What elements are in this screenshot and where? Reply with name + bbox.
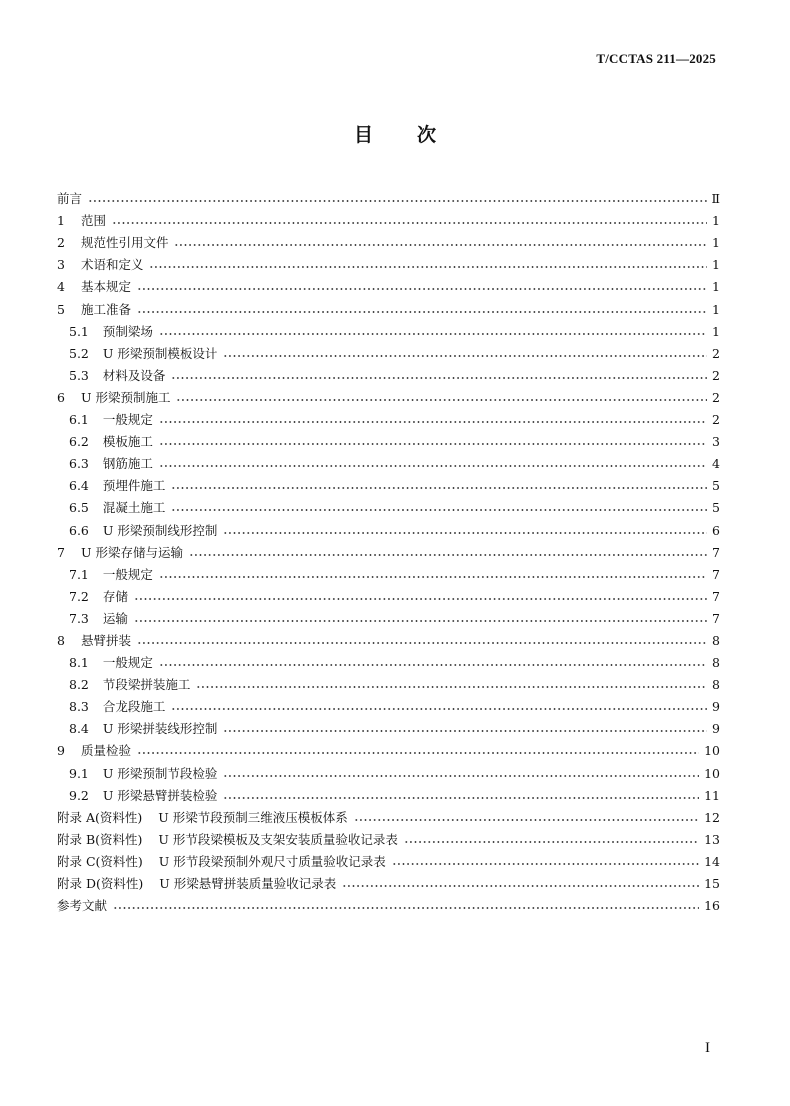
toc-entry-page: 5	[712, 478, 720, 494]
toc-entry-label: 基本规定	[80, 279, 131, 295]
dot-leader	[342, 885, 699, 887]
toc-entry[interactable]	[57, 361, 720, 383]
dot-leader	[134, 598, 707, 600]
toc-entry[interactable]	[57, 449, 720, 471]
toc-entry-label: U 形梁预制线形控制	[102, 522, 218, 538]
toc-entry[interactable]	[57, 493, 720, 515]
toc-entry-number: 附录 B(资料性)	[57, 831, 143, 847]
dot-leader	[174, 244, 707, 246]
dot-leader	[137, 311, 707, 313]
table-of-contents	[57, 184, 720, 913]
standard-id: T/CCTAS 211—2025	[596, 51, 716, 66]
toc-entry-page: 1	[712, 279, 720, 295]
toc-entry-label: U 形梁悬臂拼装检验	[102, 787, 218, 803]
toc-entry-number: 6	[57, 389, 65, 405]
toc-entry-label: 参考文献	[57, 898, 108, 914]
toc-entry-page: 7	[712, 610, 720, 626]
toc-entry-label: 合龙段施工	[102, 699, 166, 715]
toc-entry-page: 4	[712, 456, 720, 472]
toc-entry-number: 8.3	[69, 699, 89, 715]
toc-entry-label: 混凝土施工	[102, 500, 166, 516]
toc-entry[interactable]	[57, 648, 720, 670]
toc-entry-label: U 形梁存储与运输	[80, 544, 183, 560]
dot-leader	[223, 730, 707, 732]
toc-entry-label: 施工准备	[80, 301, 131, 317]
toc-entry-label: U 形梁预制模板设计	[102, 345, 218, 361]
dot-leader	[159, 333, 707, 335]
dot-leader	[196, 686, 707, 688]
toc-entry-page: 8	[712, 677, 720, 693]
toc-entry[interactable]	[57, 604, 720, 626]
toc-entry-number: 5.3	[69, 367, 89, 383]
toc-entry-number: 5	[57, 301, 65, 317]
toc-entry-number: 6.5	[69, 500, 89, 516]
toc-entry[interactable]	[57, 692, 720, 714]
toc-entry-label: 一般规定	[102, 655, 153, 671]
toc-entry-number: 6.1	[69, 412, 89, 428]
toc-entry-number: 9	[57, 743, 65, 759]
toc-entry-number: 1	[57, 213, 65, 229]
toc-entry-number: 3	[57, 257, 65, 273]
toc-entry[interactable]	[57, 626, 720, 648]
dot-leader	[134, 620, 707, 622]
toc-entry-label: U 形梁预制节段检验	[102, 765, 218, 781]
toc-entry-label: 节段梁拼装施工	[102, 677, 191, 693]
toc-entry[interactable]	[57, 383, 720, 405]
toc-entry-number: 6.2	[69, 434, 89, 450]
toc-entry-page: 16	[704, 898, 720, 914]
toc-entry[interactable]	[57, 339, 720, 361]
toc-entry-page: 6	[712, 522, 720, 538]
toc-entry-page: 7	[712, 588, 720, 604]
toc-entry-number: 7.2	[69, 588, 89, 604]
toc-entry[interactable]	[57, 560, 720, 582]
toc-entry-label: 范围	[80, 213, 106, 229]
toc-entry-number: 9.1	[69, 765, 89, 781]
dot-leader	[159, 443, 707, 445]
toc-entry-label: 一般规定	[102, 412, 153, 428]
toc-entry-page: 2	[712, 412, 720, 428]
toc-entry[interactable]	[57, 228, 720, 250]
toc-entry[interactable]	[57, 471, 720, 493]
dot-leader	[137, 288, 707, 290]
toc-entry-page: 1	[712, 213, 720, 229]
toc-entry-number: 6.4	[69, 478, 89, 494]
dot-leader	[176, 399, 707, 401]
toc-entry-label: U 形梁悬臂拼装质量验收记录表	[159, 876, 337, 891]
dot-leader	[88, 200, 706, 202]
dot-leader	[137, 752, 699, 754]
toc-entry-label: 质量检验	[80, 743, 131, 759]
dot-leader	[354, 819, 699, 821]
toc-entry[interactable]	[57, 250, 720, 272]
toc-entry-page: Ⅱ	[711, 191, 720, 207]
toc-entry-label: 悬臂拼装	[80, 632, 131, 648]
toc-entry[interactable]	[57, 714, 720, 736]
toc-entry[interactable]	[57, 427, 720, 449]
toc-entry[interactable]	[57, 869, 720, 891]
dot-leader	[404, 841, 699, 843]
toc-entry-number: 5.1	[69, 323, 89, 339]
toc-entry[interactable]	[57, 781, 720, 803]
dot-leader	[171, 708, 707, 710]
toc-entry[interactable]	[57, 825, 720, 847]
toc-entry-page: 1	[712, 235, 720, 251]
toc-entry-page: 5	[712, 500, 720, 516]
dot-leader	[159, 465, 707, 467]
toc-entry[interactable]	[57, 184, 720, 206]
toc-entry-page: 9	[712, 699, 720, 715]
toc-entry[interactable]	[57, 206, 720, 228]
toc-entry-label: 术语和定义	[80, 257, 144, 273]
toc-entry[interactable]	[57, 515, 720, 537]
toc-entry-label: U 形梁节段预制三维液压模板体系	[158, 809, 348, 825]
toc-entry-number: 6.6	[69, 522, 89, 538]
toc-entry[interactable]	[57, 803, 720, 825]
toc-entry-page: 9	[712, 721, 720, 737]
toc-entry-page: 7	[712, 566, 720, 582]
toc-entry-number: 2	[57, 235, 65, 251]
dot-leader	[189, 554, 707, 556]
toc-entry-label: 模板施工	[102, 434, 153, 450]
toc-entry-number: 4	[57, 279, 65, 295]
toc-entry-label: 前言	[57, 191, 83, 207]
toc-entry-label: 运输	[102, 610, 128, 626]
dot-leader	[223, 355, 707, 357]
dot-leader	[171, 377, 707, 379]
toc-entry-label: 预制梁场	[102, 323, 153, 339]
toc-entry-number: 附录 C(资料性)	[57, 853, 143, 869]
toc-entry-number: 8.4	[69, 721, 89, 737]
toc-entry[interactable]	[57, 758, 720, 780]
toc-entry-page: 1	[712, 323, 720, 339]
toc-entry-label: 钢筋施工	[102, 456, 153, 472]
toc-entry-number: 8.2	[69, 677, 89, 693]
toc-entry-page: 1	[712, 257, 720, 273]
dot-leader	[159, 576, 707, 578]
dot-leader	[159, 664, 707, 666]
toc-entry-label: 一般规定	[102, 566, 153, 582]
toc-entry[interactable]	[57, 272, 720, 294]
toc-entry-label: 存储	[102, 588, 128, 604]
toc-entry-page: 8	[712, 655, 720, 671]
toc-entry-label: U 形节段梁预制外观尺寸质量验收记录表	[158, 853, 386, 869]
toc-entry[interactable]	[57, 670, 720, 692]
toc-entry-number: 7	[57, 544, 65, 560]
dot-leader	[171, 509, 707, 511]
dot-leader	[149, 266, 707, 268]
toc-entry-label: U 形节段梁模板及支架安装质量验收记录表	[158, 831, 398, 847]
toc-entry-page: 8	[712, 632, 720, 648]
toc-entry-number: 7.3	[69, 610, 89, 626]
toc-entry[interactable]	[57, 847, 720, 869]
toc-entry-page: 2	[712, 367, 720, 383]
toc-entry-page: 7	[712, 544, 720, 560]
dot-leader	[223, 775, 699, 777]
dot-leader	[223, 797, 699, 799]
dot-leader	[112, 222, 707, 224]
toc-entry[interactable]	[57, 891, 720, 913]
toc-entry-number: 附录 A(资料性)	[57, 809, 143, 825]
dot-leader	[159, 421, 707, 423]
toc-entry-page: 11	[704, 787, 720, 803]
toc-entry-label: U 形梁预制施工	[80, 389, 171, 405]
toc-entry[interactable]	[57, 736, 720, 758]
page-title: 目次	[353, 124, 480, 146]
toc-entry[interactable]	[57, 317, 720, 339]
toc-entry-page: 2	[712, 389, 720, 405]
toc-entry-label: U 形梁拼装线形控制	[102, 721, 218, 737]
toc-entry-number: 8.1	[69, 655, 89, 671]
toc-entry-page: 3	[712, 434, 720, 450]
page-number: I	[705, 1040, 710, 1056]
toc-entry-label: 预埋件施工	[102, 478, 166, 494]
toc-entry-page: 15	[704, 876, 720, 891]
toc-entry-number: 5.2	[69, 345, 89, 361]
toc-entry[interactable]	[57, 538, 720, 560]
toc-entry-number: 附录 D(资料性)	[57, 876, 144, 891]
dot-leader	[137, 642, 707, 644]
toc-entry-page: 12	[704, 809, 720, 825]
toc-entry-page: 13	[704, 831, 720, 847]
toc-entry-label: 材料及设备	[102, 367, 166, 383]
toc-entry-page: 1	[712, 301, 720, 317]
toc-entry[interactable]	[57, 294, 720, 316]
toc-entry[interactable]	[57, 405, 720, 427]
toc-entry-page: 10	[704, 765, 720, 781]
toc-entry-number: 7.1	[69, 566, 89, 582]
dot-leader	[223, 532, 707, 534]
toc-entry-number: 9.2	[69, 787, 89, 803]
toc-entry-page: 2	[712, 345, 720, 361]
toc-entry-page: 14	[704, 853, 720, 869]
toc-entry[interactable]	[57, 582, 720, 604]
toc-entry-page: 10	[704, 743, 720, 759]
dot-leader	[392, 863, 699, 865]
dot-leader	[113, 907, 699, 909]
dot-leader	[171, 487, 707, 489]
toc-entry-number: 8	[57, 632, 65, 648]
toc-entry-label: 规范性引用文件	[80, 235, 169, 251]
toc-entry-number: 6.3	[69, 456, 89, 472]
